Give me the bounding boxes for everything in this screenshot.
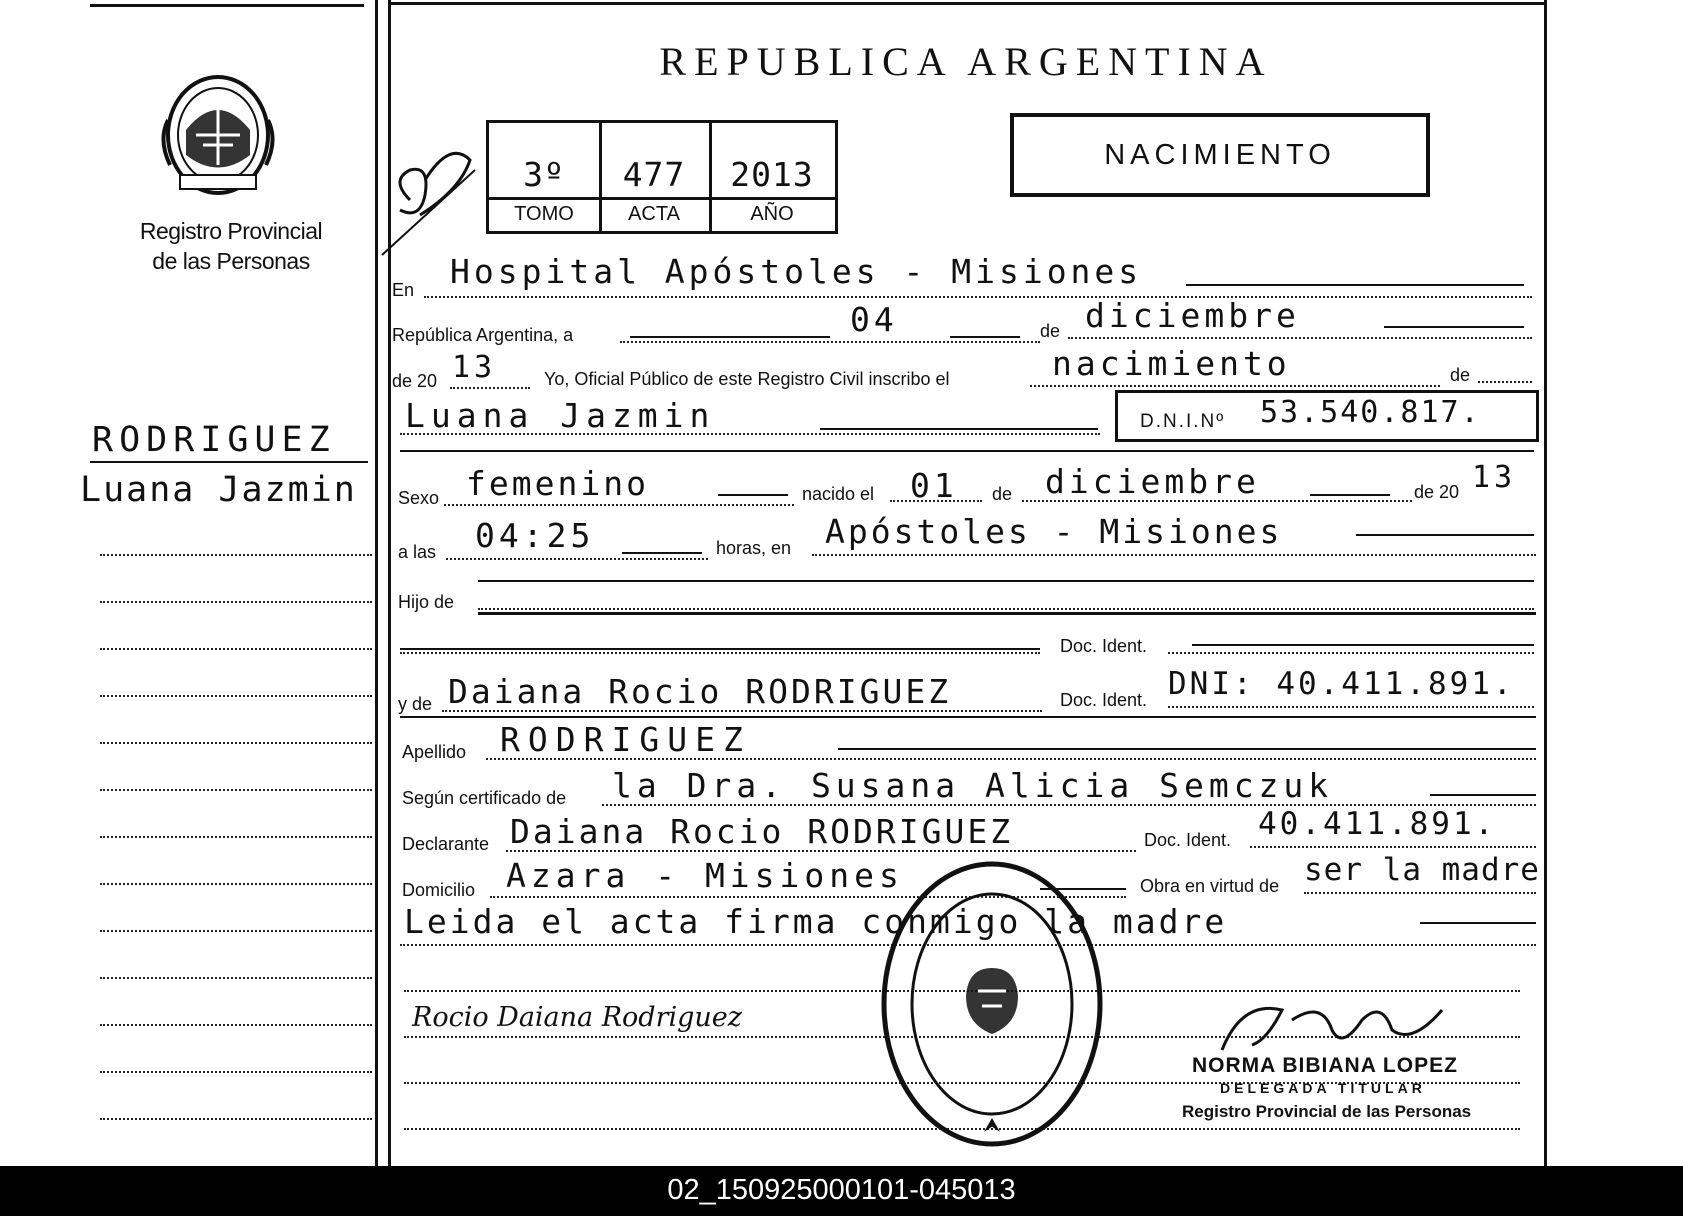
republica-label: República Argentina, a xyxy=(392,325,574,345)
father-ident-strike xyxy=(1192,644,1534,646)
father-doc-strike xyxy=(400,648,1040,650)
mother-doc-line xyxy=(1168,706,1534,708)
yde-label: y de xyxy=(398,694,433,714)
hijo-strike-2 xyxy=(478,612,1536,615)
sexo-dash xyxy=(718,494,788,496)
year-line xyxy=(450,387,530,389)
a-las-label: a las xyxy=(398,542,437,562)
apellido-value: RODRIGUEZ xyxy=(500,720,751,759)
horas-label: horas, en xyxy=(716,538,792,558)
place-line xyxy=(424,296,1532,298)
margin-surname-underline xyxy=(90,461,368,463)
document-type-box: NACIMIENTO xyxy=(1010,113,1430,197)
doc-ident-label-3: Doc. Ident. xyxy=(1144,830,1232,850)
margin-line xyxy=(100,601,372,603)
registry-line-1: Registro Provincial xyxy=(139,218,323,244)
anio-label: AÑO xyxy=(750,203,794,225)
section-rule xyxy=(400,450,1534,452)
day-dash-2 xyxy=(950,336,1020,338)
birth-place-value: Apóstoles - Misiones xyxy=(825,512,1283,551)
margin-line xyxy=(100,742,372,744)
margin-name: Luana Jazmin xyxy=(80,470,357,510)
birth-month-dash xyxy=(1310,494,1390,496)
margin-line xyxy=(100,648,372,650)
en-label: En xyxy=(392,280,415,300)
birth-place-dash xyxy=(1356,534,1534,536)
official-stamp-icon xyxy=(878,856,1106,1152)
tomo-label: TOMO xyxy=(514,203,574,225)
birth-year-suffix-value: 13 xyxy=(1472,460,1517,495)
official-org: Registro Provincial de las Personas xyxy=(1182,1102,1472,1121)
coat-of-arms-icon xyxy=(158,70,278,200)
margin-line xyxy=(100,883,372,885)
sexo-line xyxy=(444,504,794,506)
right-border xyxy=(1544,0,1547,1166)
margin-line xyxy=(100,1118,372,1120)
child-name-dash xyxy=(820,428,1098,430)
tomo-value: 3º xyxy=(523,155,565,194)
official-title: DELEGADA TITULAR xyxy=(1220,1080,1426,1096)
declarante-doc-line xyxy=(1250,846,1536,848)
initials-mark-icon xyxy=(380,140,490,260)
doc-ident-label: Doc. Ident. xyxy=(1060,636,1148,656)
declarante-doc-value: 40.411.891. xyxy=(1258,806,1497,842)
certificado-dash xyxy=(1430,794,1536,796)
hijo-line xyxy=(478,608,1534,610)
margin-line xyxy=(100,695,372,697)
place-dash xyxy=(1186,284,1524,286)
segun-label: Según certificado de xyxy=(402,788,567,808)
time-dash xyxy=(622,552,702,554)
domicilio-label: Domicilio xyxy=(402,880,476,900)
dni-value: 53.540.817. xyxy=(1260,395,1481,430)
leida-dash xyxy=(1420,922,1536,924)
oficial-text: Yo, Oficial Público de este Registro Civil inscribo el xyxy=(544,369,950,389)
dni-box xyxy=(1115,390,1539,442)
footer-bar xyxy=(0,1166,1683,1216)
mother-signature: Rocio Daiana Rodriguez xyxy=(412,1002,743,1033)
official-name: NORMA BIBIANA LOPEZ xyxy=(1192,1054,1458,1077)
obra-line xyxy=(1304,892,1536,894)
month-line xyxy=(1068,337,1532,339)
declarante-label: Declarante xyxy=(402,834,490,854)
birth-place-line xyxy=(812,554,1536,556)
time-line xyxy=(446,558,708,560)
de-label-2: de xyxy=(1450,365,1471,385)
event-line xyxy=(1030,385,1440,387)
de-label-3: de xyxy=(992,484,1013,504)
de-line-2 xyxy=(1478,381,1532,383)
father-ident-line xyxy=(1168,652,1534,654)
child-name-value: Luana Jazmin xyxy=(405,396,716,435)
day-dash xyxy=(630,336,830,338)
nacido-label: nacido el xyxy=(802,484,875,504)
hijo-label: Hijo de xyxy=(398,592,455,612)
margin-surname: RODRIGUEZ xyxy=(92,420,336,460)
apellido-dash xyxy=(838,748,1536,750)
declarante-value: Daiana Rocio RODRIGUEZ xyxy=(510,812,1014,851)
birth-month-value: diciembre xyxy=(1045,462,1260,501)
dni-label: D.N.I.Nº xyxy=(1140,411,1226,432)
mother-doc-value: DNI: 40.411.891. xyxy=(1168,666,1515,702)
acta-value: 477 xyxy=(622,155,686,194)
year-prefix-label: de 20 xyxy=(392,371,438,391)
margin-line xyxy=(100,836,372,838)
de20-label: de 20 xyxy=(1414,482,1460,502)
sexo-value: femenino xyxy=(466,464,649,503)
day-value: 04 xyxy=(850,300,898,339)
doc-ident-label-2: Doc. Ident. xyxy=(1060,690,1148,710)
margin-line xyxy=(100,789,372,791)
birth-day-value: 01 xyxy=(910,466,958,505)
document-id: 02_150925000101-045013 xyxy=(667,1174,1016,1206)
section-rule-2 xyxy=(400,716,1536,718)
margin-line xyxy=(100,930,372,932)
father-doc-line xyxy=(400,652,1040,654)
top-rule-main xyxy=(388,2,1544,5)
time-value: 04:25 xyxy=(475,516,595,555)
apellido-label: Apellido xyxy=(402,742,467,762)
box-label-rule xyxy=(489,197,835,200)
margin-line xyxy=(100,1024,372,1026)
country-title: REPUBLICA ARGENTINA xyxy=(659,39,1273,84)
day-line xyxy=(620,341,1040,343)
margin-line xyxy=(100,554,372,556)
registration-box xyxy=(486,120,838,234)
obra-label: Obra en virtud de xyxy=(1140,876,1280,896)
event-value: nacimiento xyxy=(1052,344,1291,383)
place-value: Hospital Apóstoles - Misiones xyxy=(450,252,1143,291)
de-label: de xyxy=(1040,321,1061,341)
sexo-label: Sexo xyxy=(398,488,440,508)
registry-line-2: de las Personas xyxy=(152,248,310,274)
obra-value: ser la madre xyxy=(1304,852,1540,888)
column-divider xyxy=(375,0,378,1166)
leida-text: Leida el acta firma conmigo la madre xyxy=(404,902,1228,941)
domicilio-value: Azara - Misiones xyxy=(506,856,904,895)
year-suffix-value: 13 xyxy=(452,350,497,385)
certificado-value: la Dra. Susana Alicia Semczuk xyxy=(612,766,1334,805)
hijo-strike xyxy=(478,580,1534,582)
margin-line xyxy=(100,977,372,979)
month-value: diciembre xyxy=(1085,296,1300,335)
child-name-line xyxy=(400,433,1100,435)
margin-line xyxy=(100,1071,372,1073)
acta-label: ACTA xyxy=(628,203,680,225)
top-rule-left xyxy=(90,4,364,7)
month-dash xyxy=(1384,326,1524,328)
mother-name-value: Daiana Rocio RODRIGUEZ xyxy=(448,672,952,711)
anio-value: 2013 xyxy=(730,155,814,194)
